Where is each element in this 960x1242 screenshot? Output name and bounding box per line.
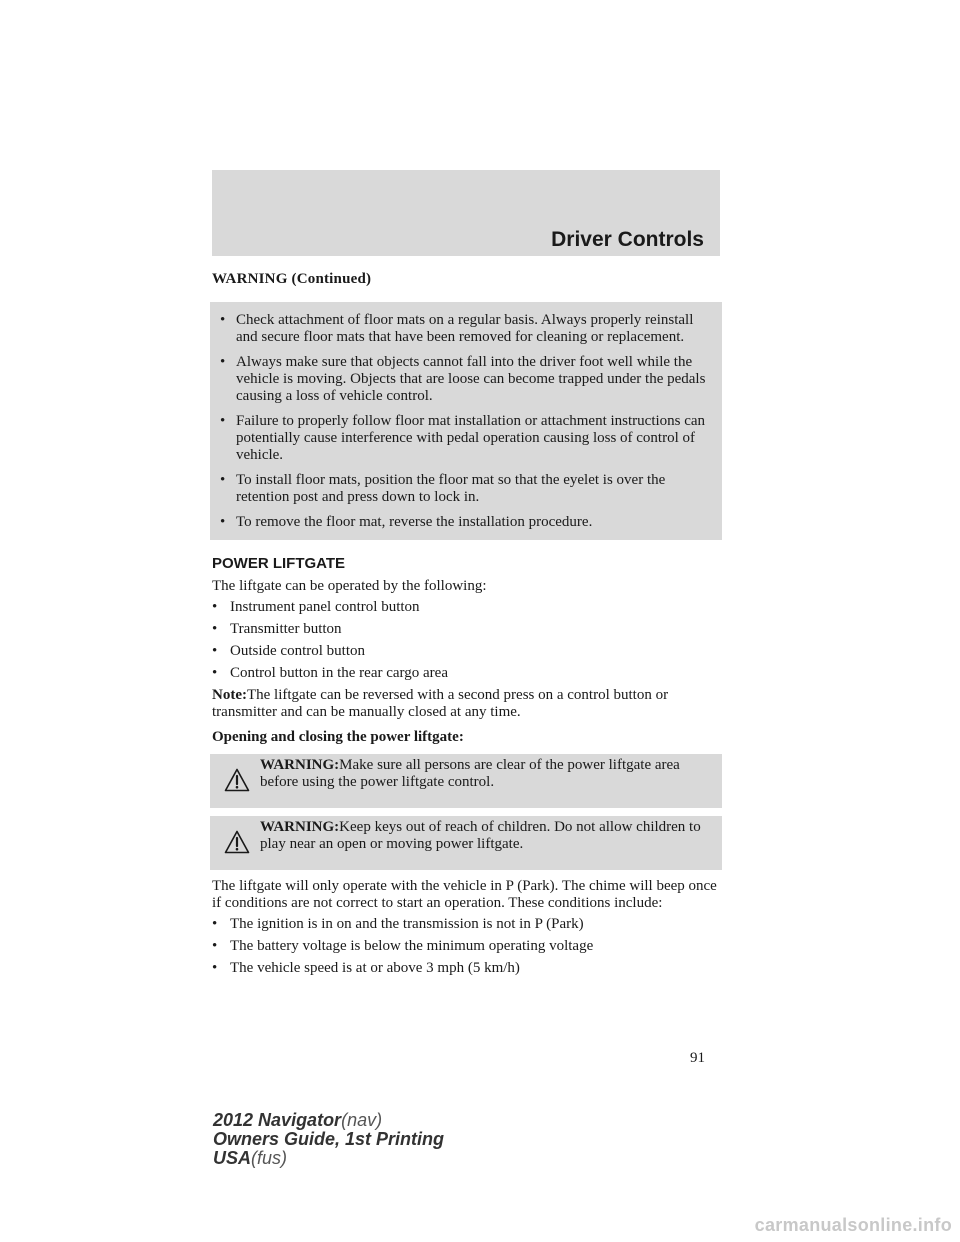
bullet: • [212, 621, 218, 637]
bullet: • [212, 665, 218, 681]
bullet: • [220, 413, 226, 429]
bullet: • [212, 599, 218, 615]
warning-label: WARNING: [260, 819, 340, 835]
warning-callout [210, 754, 722, 808]
list-item: • Outside control button [212, 643, 365, 659]
document-footer [213, 1111, 444, 1168]
warning-callout [210, 816, 722, 870]
list-item: • The vehicle speed is at or above 3 mph (5 km/h) [212, 960, 520, 976]
warning-list-item: • To install floor mats, position the floor mat so that the eyelet is over the retention post and press down to lock in. [220, 472, 666, 505]
page-number: 91 [690, 1050, 705, 1066]
bullet: • [212, 916, 218, 932]
warning-triangle-icon [224, 768, 250, 792]
warning-continued-label: WARNING (Continued) [212, 271, 372, 287]
bullet: • [220, 312, 226, 328]
warning-text: WARNING:Keep keys out of reach of children. Do not allow children to play near an open or moving power liftgate. [260, 819, 701, 852]
watermark: carmanualsonline.info [754, 1215, 952, 1235]
intro-paragraph: The liftgate can be operated by the following: [212, 578, 487, 594]
conditions-paragraph: The liftgate will only operate with the vehicle in P (Park). The chime will beep once if conditions are not correct to start an operation. These conditions include: [212, 878, 717, 911]
warning-list-item: • To remove the floor mat, reverse the installation procedure. [220, 514, 593, 530]
bullet: • [220, 472, 226, 488]
section-header-band [212, 170, 720, 256]
page-content [212, 262, 720, 982]
section-title: Driver Controls [551, 228, 704, 251]
warning-triangle-icon [224, 830, 250, 854]
list-item: • Transmitter button [212, 621, 342, 637]
section-heading: POWER LIFTGATE [212, 555, 346, 572]
bullet: • [212, 960, 218, 976]
bullet: • [212, 643, 218, 659]
footer-guide-line: Owners Guide, 1st Printing [213, 1129, 445, 1149]
subheading: Opening and closing the power liftgate: [212, 729, 464, 745]
bullet: • [220, 354, 226, 370]
warning-text: WARNING:Make sure all persons are clear of the power liftgate area before using the power liftgate control. [260, 757, 680, 790]
list-item: • The ignition is in on and the transmission is not in P (Park) [212, 916, 584, 932]
warning-list-item: • Check attachment of floor mats on a regular basis. Always properly reinstall and secure floor mats that have been removed for cleaning or replacement. [220, 312, 694, 345]
bullet: • [220, 514, 226, 530]
list-item: • Control button in the rear cargo area [212, 665, 448, 681]
list-item: • Instrument panel control button [212, 599, 420, 615]
list-item: • The battery voltage is below the minimum operating voltage [212, 938, 594, 954]
note-paragraph [212, 687, 720, 721]
footer-model-line: 2012 Navigator(nav) [213, 1110, 383, 1130]
warning-label: WARNING: [260, 757, 340, 773]
bullet: • [212, 938, 218, 954]
note-text: The liftgate can be reversed with a second press on a control button or transmitter and can be manually closed at any time. [212, 687, 669, 720]
warning-list-item: • Always make sure that objects cannot fall into the driver foot well while the vehicle is moving. Objects that are loose can become trapped under the pedals causing a loss of vehicle control. [220, 354, 706, 404]
floor-mat-warning-box [210, 302, 722, 540]
warning-list-item: • Failure to properly follow floor mat installation or attachment instructions can potentially cause interference with pedal operation causing loss of control of vehicle. [220, 413, 706, 463]
footer-region-line: USA(fus) [213, 1148, 288, 1168]
note-label: Note: [212, 687, 247, 703]
